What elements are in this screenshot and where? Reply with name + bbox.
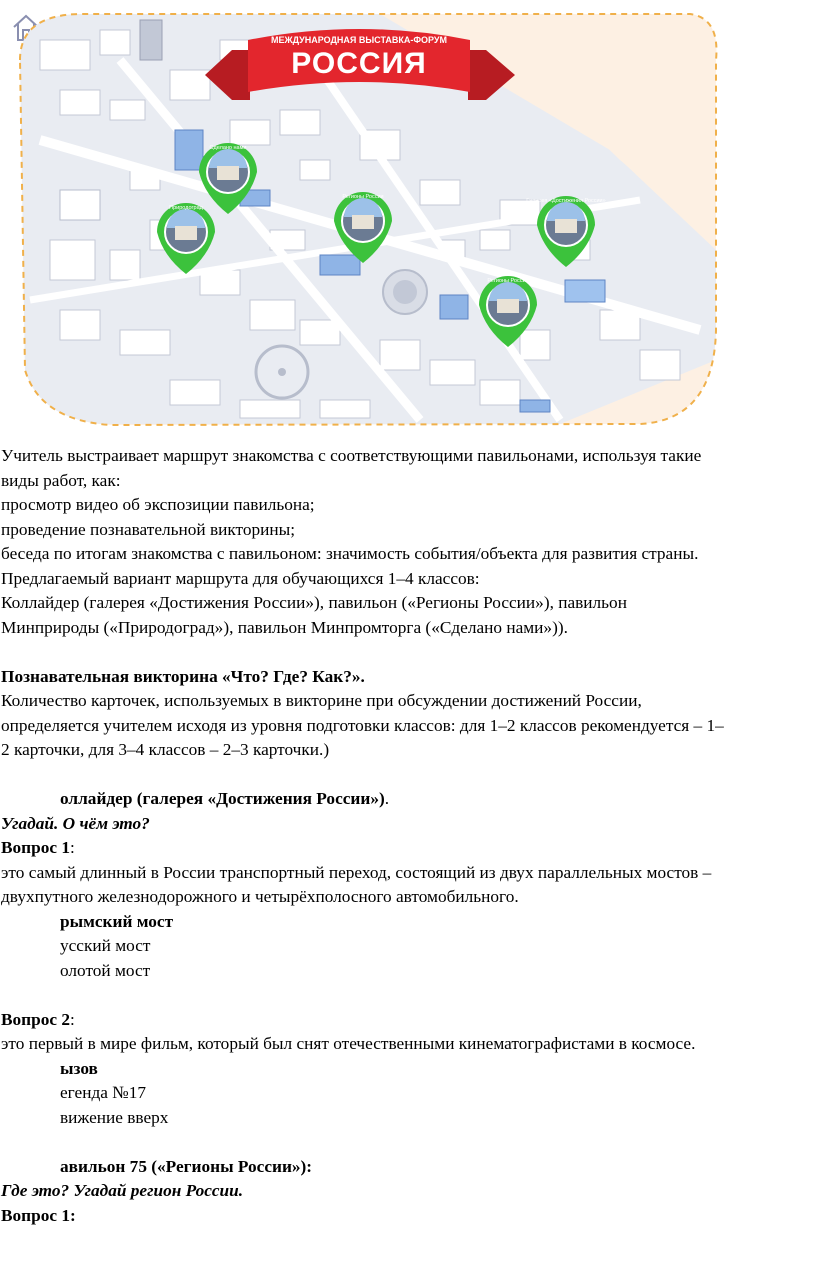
question-2-colon: : [70,1009,75,1029]
question-1-text-2: двухпутного железнодорожного и четырёхполосного автомобильного. [1,887,519,906]
quiz-title: Познавательная викторина «Что? Где? Как?». [1,666,365,686]
work-type-1: просмотр видео об экспозиции павильона; [1,495,315,514]
map-pin-label: Сделано нами [209,145,247,151]
route-intro: Предлагаемый вариант маршрута для обучающихся 1–4 классов: [1,568,480,588]
question-2-text: это первый в мире фильм, который был снят отечественными кинематографистами в космосе. [1,1034,696,1053]
work-type-3: беседа по итогам знакомства с павильоном: значимость события/объекта для развития страны. [1,544,699,563]
quiz-line-2: определяется учителем исходя из уровня подготовки классов: для 1–2 классов рекомендуется – 1– [1,715,724,735]
section-1-title: оллайдер (галерея «Достижения России») [60,789,385,808]
question-1-option-1: рымский мост [60,911,174,931]
quiz-line-3: 2 карточки, для 3–4 классов – 2–3 карточки.) [1,740,330,759]
question-3-label: Вопрос 1: [1,1205,76,1225]
section-2-title: авильон 75 («Регионы России»): [60,1156,313,1176]
question-2-option-1: ызов [60,1058,98,1078]
banner-top-text: МЕЖДУНАРОДНАЯ ВЫСТАВКА-ФОРУМ [270,35,448,45]
map-pin-label: Природоград [169,205,203,211]
section-1-dot: . [384,789,390,808]
quiz-line-1: Количество карточек, используемых в викторине при обсуждении достижений России, [1,691,642,710]
question-1-label: Вопрос 1 [1,838,71,857]
intro-line-1: Учитель выстраивает маршрут знакомства с соответствующими павильонами, используя такие [1,446,702,465]
exhibition-map [0,0,816,440]
question-1-text-1: это самый длинный в России транспортный переход, состоящий из двух параллельных мостов – [1,862,712,882]
question-2-option-3: вижение вверх [60,1107,169,1127]
question-1-colon: : [70,838,75,857]
section-1-heading [1,787,815,812]
section-1-subtitle: Угадай. О чём это? [1,813,150,833]
question-1-heading [1,836,815,861]
intro-line-2: виды работ, как: [1,470,121,490]
question-1-option-2: усский мост [60,936,151,955]
question-1-option-3: олотой мост [60,960,151,980]
question-2-label: Вопрос 2 [1,1009,71,1029]
route-line-1: Коллайдер (галерея «Достижения России»), павильон («Регионы России»), павильон [1,593,627,612]
question-2-option-2: егенда №17 [60,1083,147,1102]
map-pin-label: Регионы России [342,194,384,200]
work-type-2: проведение познавательной викторины; [1,519,296,539]
banner-main-text: РОССИЯ [291,47,427,80]
map-pin-label: Галерея «Достижения России» [526,198,606,204]
document-body [1,444,815,1228]
route-line-2: Минприроды («Природоград»), павильон Минпромторга («Сделано нами»)). [1,617,568,637]
map-pin-label: Регионы России [487,278,529,284]
section-2-subtitle: Где это? Угадай регион России. [1,1181,244,1200]
question-2-heading [1,1008,815,1033]
